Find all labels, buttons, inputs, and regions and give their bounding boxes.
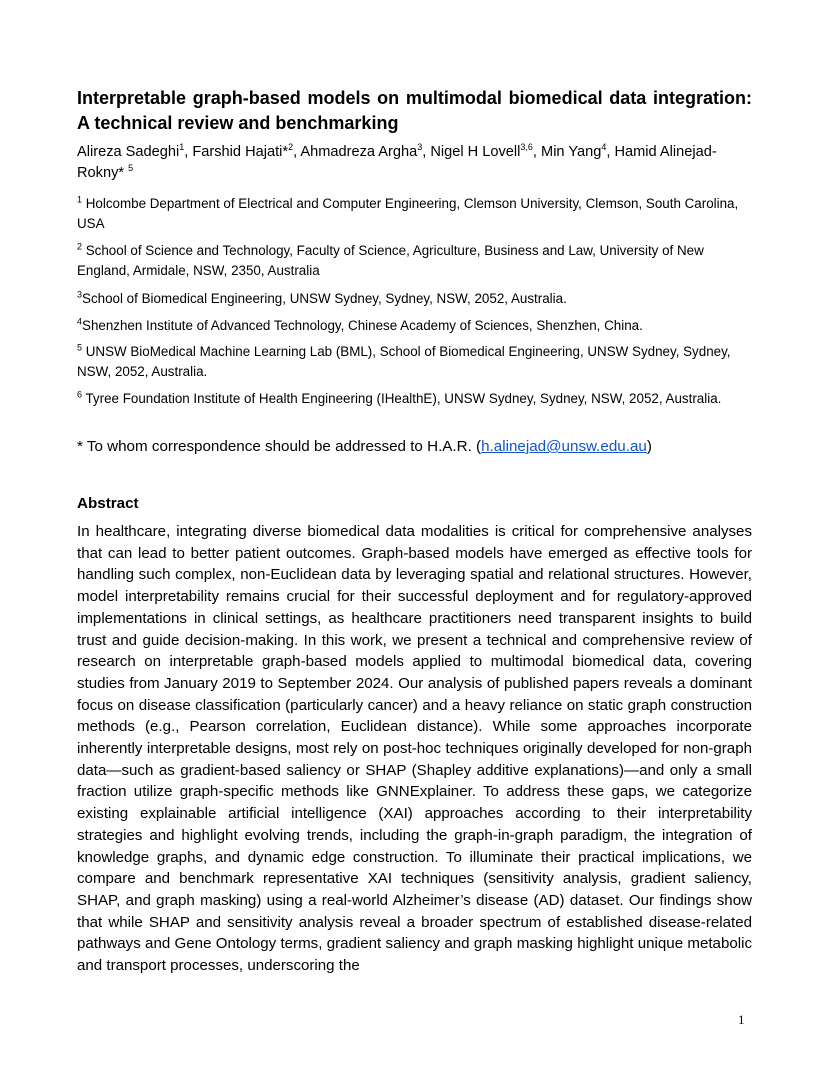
affiliation-6: $^6$ Tyree Foundation Institute of Health Engineering (IHealthE), UNSW Sydney, Sydney, NSW, 2052, Australia.: [77, 389, 722, 406]
affiliation-4: $^4$Shenzhen Institute of Advanced Technology, Chinese Academy of Sciences, Shenzhen, China.: [77, 316, 643, 333]
affiliation-5: $^5$ UNSW BioMedical Machine Learning Lab (BML), School of Biomedical Engineering, UNSW Sydney, Sydney, NSW, 2052, Australia.: [77, 342, 731, 379]
affiliation-1: $^1$ Holcombe Department of Electrical and Computer Engineering, Clemson University, Clemson, South Carolina, USA: [77, 194, 739, 231]
author: Min Yang$^4$,: [541, 142, 615, 160]
author: Alireza Sadeghi$^1$,: [77, 142, 193, 160]
page-number: 1: [738, 1012, 745, 1027]
author: Hamid Alinejad-Rokny* $^5$: [77, 144, 717, 181]
author: Farshid Hajati*$^2$,: [192, 142, 301, 160]
author: Nigel H Lovell$^{3,6}$,: [430, 142, 542, 160]
paper-title: Interpretable graph-based models on multimodal biomedical data integration: A technical review and benchmarking: [77, 88, 752, 133]
affiliation-2: $^2$ School of Science and Technology, Faculty of Science, Agriculture, Business and Law, University of New England, Armidale, NSW, 2350, Australia: [77, 241, 704, 278]
author: Ahmadreza Argha$^3$,: [300, 142, 431, 160]
abstract-heading: Abstract: [77, 495, 139, 512]
abstract-text: In healthcare, integrating diverse biomedical data modalities is critical for comprehensive analyses that can lead to better patient outcomes. Graph-based models have emerged as effective tools for handling such complex, non-Euclidean data by leveraging spatial and relational structures. However, model interpretability remains crucial for their successful deployment and for regulatory-approved implementations in clinical settings, as healthcare practitioners need transparent insights to build trust and guide decision-making. In this work, we present a technical and comprehensive review of research on interpretable graph-based models applied to multimodal biomedical data, covering studies from January 2019 to September 2024. Our analysis of published papers reveals a dominant focus on disease classification (particularly cancer) and a heavy reliance on static graph construction methods (e.g., Pearson correlation, Euclidean distance). While some approaches incorporate inherently interpretable designs, most rely on post-hoc techniques originally developed for non-graph data—such as gradient-based saliency or SHAP (Shapley additive explanations)—and only a small fraction utilize graph-specific methods like GNNExplainer. To address these gaps, we categorize existing explainable artificial intelligence (XAI) approaches according to their interpretability strategies and highlight evolving trends, including the graph-in-graph paradigm, the integration of knowledge graphs, and dynamic edge construction. To illuminate their practical implications, we compare and benchmark representative XAI techniques (sensitivity analysis, gradient saliency, SHAP, and graph masking) using a real-world Alzheimer’s disease (AD) dataset. Our findings show that while SHAP and sensitivity analysis reveal a broader spectrum of established disease-related pathways and Gene Ontology terms, gradient saliency and graph masking highlight unique metabolic and transport processes, underscoring the: [77, 523, 752, 975]
affiliation-3: $^3$School of Biomedical Engineering, UNSW Sydney, Sydney, NSW, 2052, Australia.: [77, 289, 567, 306]
email-link[interactable]: h.alinejad@unsw.edu.au: [481, 438, 647, 455]
author-list: [77, 142, 752, 184]
correspondence-note: * To whom correspondence should be addressed to H.A.R. (h.alinejad@unsw.edu.au): [77, 438, 652, 455]
